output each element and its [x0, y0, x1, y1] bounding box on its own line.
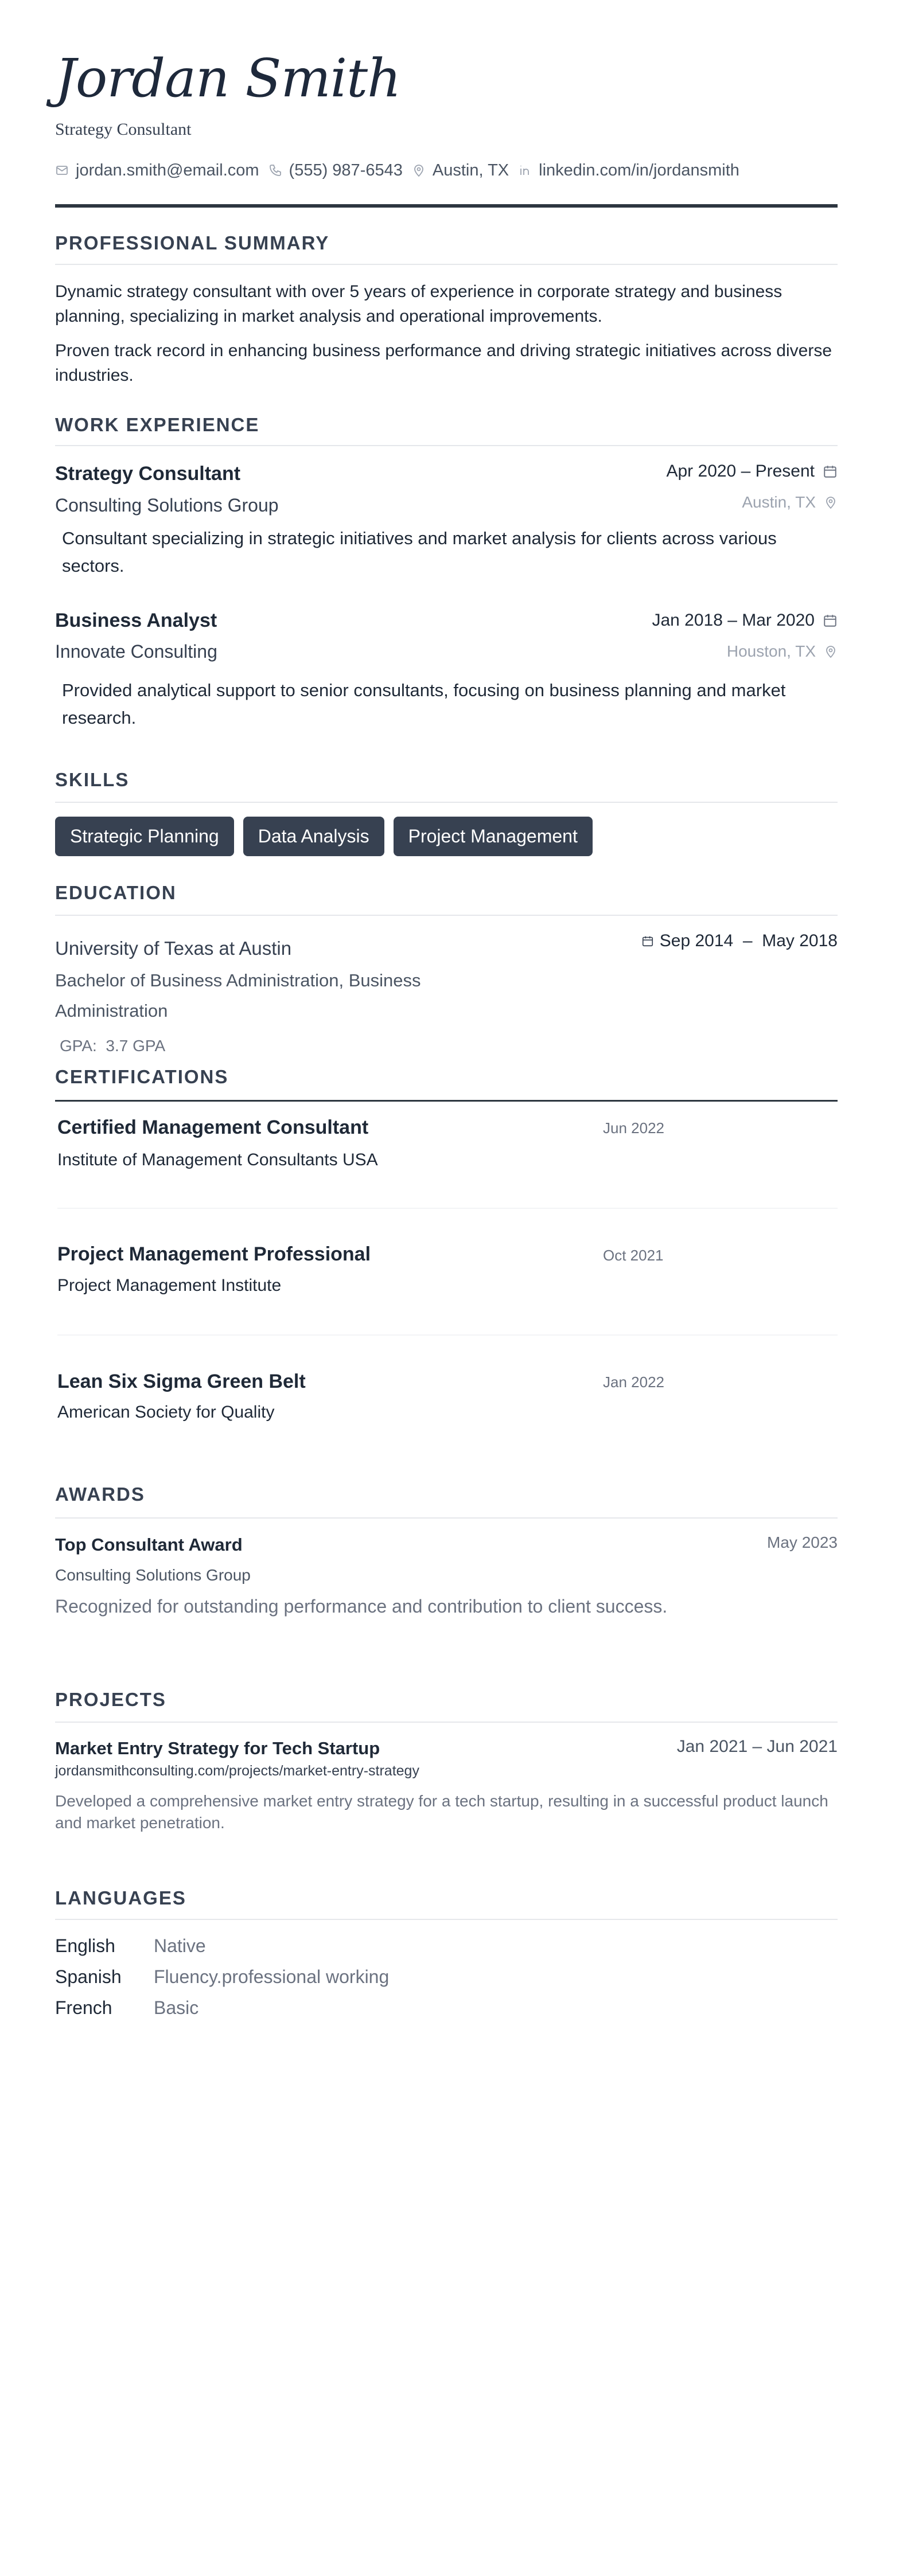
- section-heading-experience: WORK EXPERIENCE: [55, 414, 260, 435]
- job-dates-text: Jan 2018 – Mar 2020: [652, 611, 815, 630]
- job-location: [742, 492, 838, 513]
- skill-chip: Data Analysis: [243, 817, 384, 856]
- job-location: [727, 641, 838, 662]
- job-description: Consultant specializing in strategic initiatives and market analysis for clients across various sectors.: [62, 528, 777, 576]
- section-heading-awards: AWARDS: [55, 1484, 145, 1505]
- job-location-text: Austin, TX: [742, 493, 816, 511]
- contact-location: [412, 160, 509, 181]
- calendar-icon: [823, 464, 838, 479]
- language-row: [55, 1965, 389, 1988]
- calendar-icon: [641, 935, 654, 947]
- job-location-text: Houston, TX: [726, 642, 816, 660]
- certification-date: Jun 2022: [603, 1119, 664, 1137]
- certification-issuer: American Society for Quality: [57, 1403, 275, 1422]
- calendar-icon: [823, 613, 838, 628]
- section-divider: [55, 802, 838, 803]
- certification-divider: [57, 1208, 838, 1209]
- project-dates: Jan 2021 – Jun 2021: [676, 1737, 838, 1756]
- project-description: Developed a comprehensive market entry strategy for a tech startup, resulting in a successful product launch and market penetration.: [55, 1792, 828, 1832]
- certification-title: Certified Management Consultant: [57, 1117, 369, 1138]
- job-company: Consulting Solutions Group: [55, 495, 279, 516]
- education-degree: Bachelor of Business Administration, Business Administration: [55, 970, 421, 1021]
- job-dates: [666, 460, 838, 483]
- section-divider: [55, 264, 838, 265]
- linkedin-icon: [518, 163, 532, 177]
- section-heading-education: EDUCATION: [55, 882, 177, 903]
- section-divider: [55, 1722, 838, 1723]
- language-level: Fluency.professional working: [154, 1966, 390, 1987]
- section-heading-skills: SKILLS: [55, 769, 130, 790]
- certification-issuer: Project Management Institute: [57, 1276, 282, 1295]
- location-text: Austin, TX: [432, 161, 509, 179]
- section-divider: [55, 1517, 838, 1519]
- certification-date: Oct 2021: [603, 1247, 664, 1264]
- language-name: English: [55, 1935, 115, 1956]
- section-heading-projects: PROJECTS: [55, 1689, 166, 1710]
- language-level: Basic: [154, 1997, 199, 2018]
- award-date: May 2023: [767, 1533, 838, 1551]
- contact-bar: [55, 160, 749, 181]
- section-heading-summary: PROFESSIONAL SUMMARY: [55, 232, 330, 253]
- language-level: Native: [154, 1935, 206, 1956]
- education-gpa: GPA: 3.7 GPA: [60, 1037, 166, 1055]
- project-link[interactable]: jordansmithconsulting.com/projects/market-entry-strategy: [55, 1763, 419, 1779]
- job-dates: [652, 609, 838, 632]
- job-description: Provided analytical support to senior consultants, focusing on business planning and market research.: [62, 680, 786, 728]
- certification-title: Project Management Professional: [57, 1243, 371, 1265]
- certification-divider: [57, 1334, 838, 1336]
- job-dates-text: Apr 2020 – Present: [666, 462, 815, 481]
- map-pin-icon: [824, 645, 838, 658]
- section-heading-languages: LANGUAGES: [55, 1887, 186, 1908]
- section-divider: [55, 915, 838, 916]
- certification-title: Lean Six Sigma Green Belt: [57, 1371, 306, 1392]
- phone-icon: [268, 163, 282, 177]
- education-school: University of Texas at Austin: [55, 938, 292, 959]
- job-company: Innovate Consulting: [55, 641, 217, 662]
- header-divider: [55, 204, 838, 208]
- job-title: Business Analyst: [55, 610, 217, 631]
- mail-icon: [55, 163, 69, 177]
- language-row: [55, 1996, 198, 2019]
- candidate-title: Strategy Consultant: [55, 120, 192, 139]
- skills-list: [55, 817, 593, 856]
- language-name: Spanish: [55, 1966, 122, 1987]
- award-issuer: Consulting Solutions Group: [55, 1566, 251, 1584]
- section-divider: [55, 445, 838, 446]
- language-name: French: [55, 1997, 112, 2018]
- award-title: Top Consultant Award: [55, 1535, 243, 1555]
- award-description: Recognized for outstanding performance and contribution to client success.: [55, 1596, 668, 1617]
- map-pin-icon: [824, 495, 838, 509]
- contact-linkedin[interactable]: [518, 160, 739, 181]
- certification-issuer: Institute of Management Consultants USA: [57, 1150, 378, 1169]
- summary-paragraph: Proven track record in enhancing business performance and driving strategic initiatives across diverse industries.: [55, 341, 832, 385]
- project-title: Market Entry Strategy for Tech Startup: [55, 1738, 380, 1758]
- phone-text: (555) 987-6543: [289, 161, 403, 179]
- certification-date: Jan 2022: [603, 1373, 664, 1391]
- skill-chip: Strategic Planning: [55, 817, 234, 856]
- language-row: [55, 1934, 206, 1957]
- section-divider: [55, 1919, 838, 1920]
- map-pin-icon: [412, 163, 426, 177]
- education-dates-text: Sep 2014 – May 2018: [659, 931, 838, 950]
- contact-email[interactable]: [55, 160, 259, 181]
- summary-paragraph: Dynamic strategy consultant with over 5 years of experience in corporate strategy and business planning, specializing in market analysis and operational improvements.: [55, 282, 782, 326]
- education-dates: [641, 930, 838, 953]
- email-text: jordan.smith@email.com: [76, 161, 259, 179]
- section-divider: [55, 1100, 838, 1102]
- candidate-name: Jordan Smith: [55, 48, 401, 109]
- section-heading-certifications: CERTIFICATIONS: [55, 1066, 229, 1087]
- skill-chip: Project Management: [394, 817, 593, 856]
- linkedin-text: linkedin.com/in/jordansmith: [539, 161, 739, 179]
- contact-phone[interactable]: [268, 160, 403, 181]
- job-title: Strategy Consultant: [55, 463, 241, 485]
